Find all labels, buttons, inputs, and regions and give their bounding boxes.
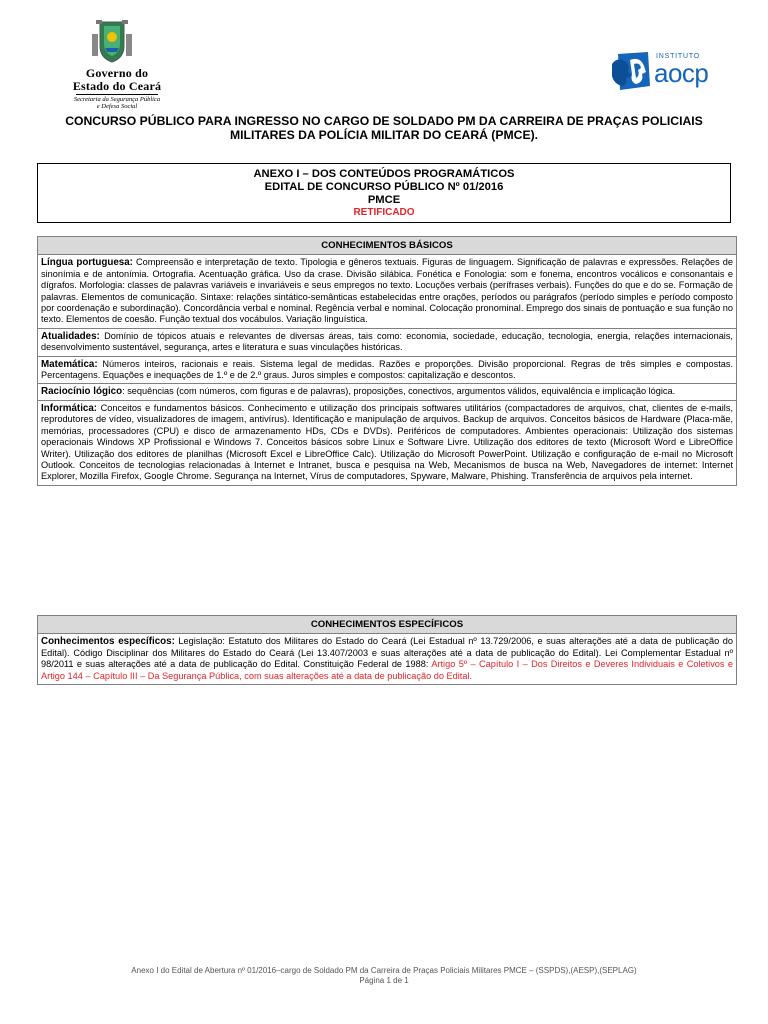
subject-text: Domínio de tópicos atuais e relevantes de diversas áreas, tais como: economia, sociedade, educação, tecnologia, energia, relações internacionais, desenvolvimento sustentável, segurança, artes e literatura e suas vinculações históricas. <box>41 330 733 353</box>
title-line1: CONCURSO PÚBLICO PARA INGRESSO NO CARGO DE SOLDADO PM DA CARREIRA DE PRAÇAS POLICIAIS <box>65 114 703 128</box>
footer-page-number: Página 1 de 1 <box>359 976 409 985</box>
subject-label: Língua portuguesa: <box>41 257 133 269</box>
specific-knowledge-table <box>37 615 737 685</box>
aocp-logo <box>610 50 720 94</box>
subject-text: : sequências (com números, com figuras e de palavras), proposições, conectivos, argumentos válidos, equivalência e implicação lógica. <box>122 386 676 397</box>
gov-logo-line1: Governo do <box>85 66 149 80</box>
subject-row-math <box>38 356 737 384</box>
basic-knowledge-heading: CONHECIMENTOS BÁSICOS <box>38 237 737 255</box>
subject-label: Atualidades: <box>41 330 100 342</box>
annex-box <box>37 163 731 223</box>
subject-label: Matemática: <box>41 358 98 370</box>
subject-row-current-affairs <box>38 328 737 356</box>
subject-row-logic <box>38 384 737 400</box>
basic-knowledge-table <box>37 236 737 486</box>
subject-label: Informática: <box>41 402 98 414</box>
gov-logo-divider <box>76 94 158 95</box>
subject-text: Legislação: Estatuto dos Militares do Estado do Ceará (Lei Estadual nº 13.729/2006, e suas alterações até a data de publicação do Edital). Código Disciplinar dos Militares do Estado do Ceará (Lei 13.407/2003 e suas alterações até a data de publicação do Edital). Lei Complementar Estadual nº 98/2011 e suas alterações até a data de publicação do Edital. Constituição Federal de 1988: <box>41 636 733 670</box>
gov-logo-subtitle1: Secretaria da Segurança Pública <box>73 96 161 103</box>
subject-row-specific <box>38 634 737 685</box>
specific-knowledge-heading: CONHECIMENTOS ESPECÍFICOS <box>38 616 737 634</box>
subject-row-portuguese <box>38 255 737 328</box>
footer-line1: Anexo I do Edital de Abertura nº 01/2016–cargo de Soldado PM da Carreira de Praças Policiais Militares PMCE – (SSPDS),(AESP),(SEPLAG) <box>131 966 637 975</box>
subject-label: Conhecimentos específicos: <box>41 636 175 648</box>
gov-logo-line2: Estado do Ceará <box>72 79 162 93</box>
subject-text: Compreensão e interpretação de texto. Tipologia e gêneros textuais. Figuras de linguagem. Significação de palavras e expressões. Relações de sinonímia e de antonímia. Ortografia. Acentuação gráfica. Uso da crase. Divisão silábica. Fonética e Fonologia: som e fonema, encontros vocálicos e consonantais e dígrafos. Morfologia: classes de palavras variáveis e invariáveis e seus empregos no texto. Locuções verbais (perífrases verbais). Funções do que e do se. Formação de palavras. Elementos de comunicação. Sintaxe: relações sintático-semânticas estabelecidas entre orações, períodos ou parágrafos (período simples e período composto por coordenação e subordinação). Concordância verbal e nominal. Regência verbal e nominal. Colocação pronominal. Emprego dos sinais de pontuação e sua função no texto. Elementos de coesão. Função textual dos vocábulos. Variação linguística. <box>41 257 733 325</box>
aocp-name: aocp <box>654 58 709 88</box>
title-line2: MILITARES DA POLÍCIA MILITAR DO CEARÁ (PMCE). <box>229 128 539 142</box>
subject-label: Raciocínio lógico <box>41 386 123 398</box>
subject-text-highlight: Artigo 5º – Capítulo I – Dos Direitos e Deveres Individuais e Coletivos e Artigo 144 – Capítulo III – Da Segurança Pública, com suas alterações até a data de publicação do Edital. <box>41 659 733 681</box>
gov-logo-subtitle2: e Defesa Social <box>96 103 138 110</box>
document-header <box>0 0 768 108</box>
page-title <box>20 114 748 142</box>
annex-status-badge: RETIFICADO <box>353 207 415 218</box>
annex-line3: PMCE <box>367 194 401 206</box>
subject-text: Números inteiros, racionais e reais. Sistema legal de medidas. Razões e proporções. Divisão proporcional. Regras de três simples e compostas. Percentagens. Equações e inequações de 1.º e de 2.º graus. Juros simples e compostos: capitalização e descontos. <box>41 358 734 381</box>
aocp-institute-label: INSTITUTO <box>656 53 701 60</box>
page-footer <box>0 966 768 986</box>
annex-line1: ANEXO I – DOS CONTEÚDOS PROGRAMÁTICOS <box>253 168 515 180</box>
subject-row-computing <box>38 400 737 485</box>
subject-text: Conceitos e fundamentos básicos. Conhecimento e utilização dos principais softwares utilitários (compactadores de arquivos, chat, clientes de e-mails, reprodutores de vídeo, visualizadores de imagem, antivírus). Identificação e manipulação de arquivos. Backup de arquivos. Conceitos básicos de Hardware (Placa-mãe, memórias, processadores (CPU) e disco de armazenamento HDs, CDs e DVDs). Periféricos de computadores. Ambientes operacionais: Utilização dos sistemas operacionais Windows XP Profissional e Windows 7. Conceitos básicos sobre Linux e Software Livre. Utilização dos editores de texto (Microsoft Word e LibreOffice Writer). Utilização dos editores de planilhas (Microsoft Excel e LibreOffice Calc). Utilização do Microsoft PowerPoint. Utilização e configuração de e-mail no Microsoft Outlook. Conceitos de tecnologias relacionadas à Internet e Intranet, busca e pesquisa na Web, Mecanismos de busca na Web, Navegadores de internet: Internet Explorer, Mozilla Firefox, Google Chrome. Segurança na Internet, Vírus de computadores, Spyware, Malware, Phishing. Transferência de arquivos pela internet. <box>41 402 733 482</box>
government-logo <box>62 18 172 110</box>
aocp-faces-icon <box>610 50 652 94</box>
state-crest-icon <box>90 18 134 64</box>
annex-line2: EDITAL DE CONCURSO PÚBLICO Nº 01/2016 <box>264 181 504 193</box>
